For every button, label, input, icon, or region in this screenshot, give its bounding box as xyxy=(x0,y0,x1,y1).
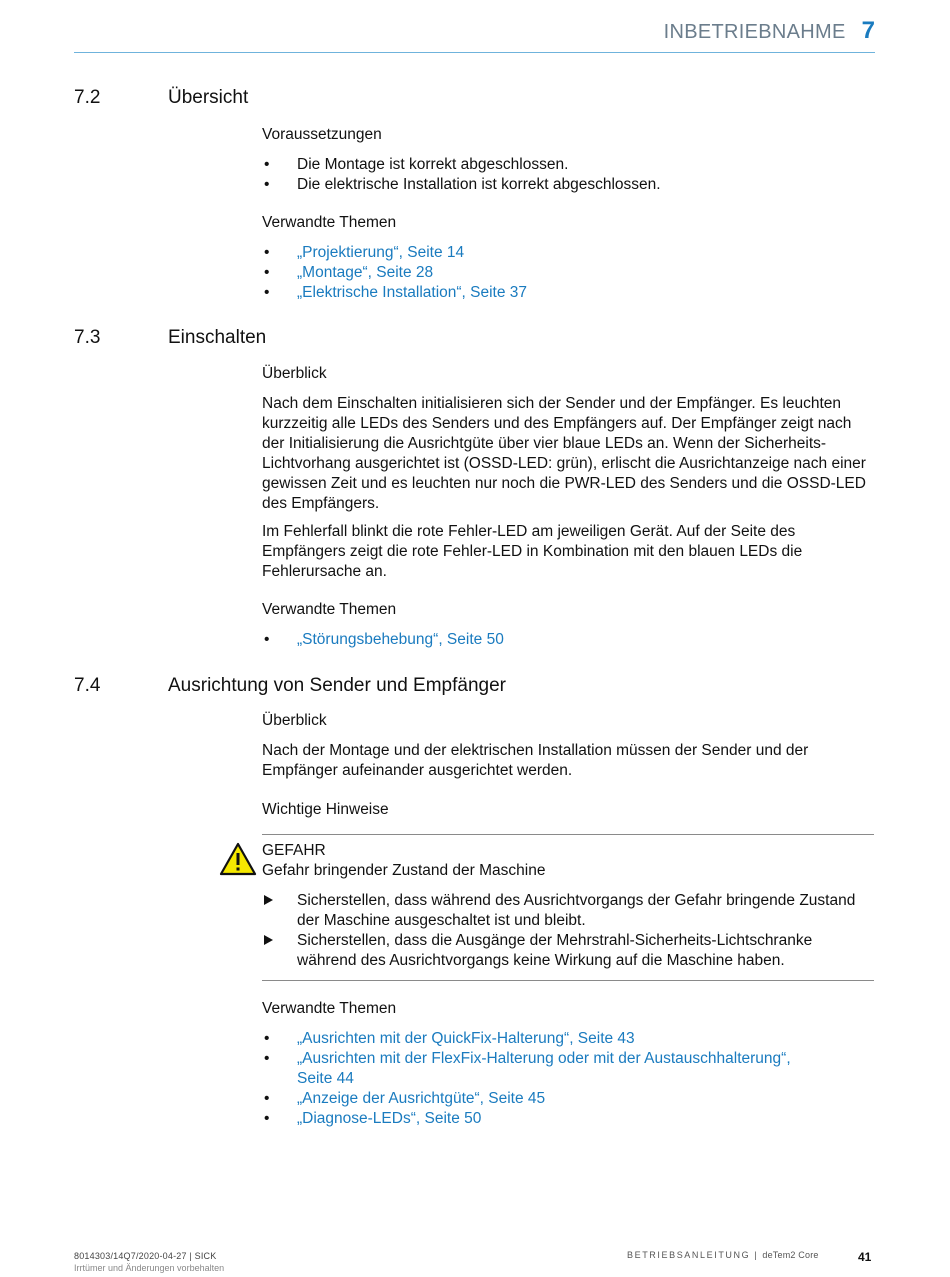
disclaimer: Irrtümer und Änderungen vorbehalten xyxy=(74,1263,225,1273)
related-link[interactable]: „Diagnose-LEDs“, Seite 50 xyxy=(297,1110,482,1127)
list-item: • „Störungsbehebung“, Seite 50 xyxy=(264,631,504,648)
chapter-number: 7 xyxy=(861,17,875,44)
section-title: Ausrichtung von Sender und Empfänger xyxy=(168,675,506,696)
danger-text: Gefahr bringender Zustand der Maschine xyxy=(262,862,546,879)
danger-box-top-rule xyxy=(262,834,874,835)
doc-type: BETRIEBSANLEITUNG xyxy=(627,1250,751,1260)
warning-triangle-icon xyxy=(219,842,257,876)
prerequisites-list xyxy=(262,155,661,195)
related-topics-heading: Verwandte Themen xyxy=(262,601,397,618)
list-item: • „Montage“, Seite 28 xyxy=(264,264,434,281)
list-item: • „Anzeige der Ausrichtgüte“, Seite 45 xyxy=(264,1090,546,1107)
list-item: • „Ausrichten mit der QuickFix-Halterung“, Seite 43 xyxy=(264,1030,635,1047)
header-divider xyxy=(74,52,875,53)
section-number: 7.4 xyxy=(74,675,101,696)
prerequisites-heading: Voraussetzungen xyxy=(262,126,382,143)
action-step: Sicherstellen, dass während des Ausrichtvorgangs der Gefahr bringende Zustand der Maschine ausgeschaltet ist und bleibt. xyxy=(262,891,874,931)
related-topics-heading: Verwandte Themen xyxy=(262,1000,397,1017)
product-name: deTem2 Core xyxy=(762,1250,819,1260)
related-topics-heading: Verwandte Themen xyxy=(262,214,397,231)
action-steps-list xyxy=(262,891,874,971)
chapter-title: INBETRIEBNAHME xyxy=(663,21,846,43)
list-item: • „Diagnose-LEDs“, Seite 50 xyxy=(264,1110,482,1127)
paragraph: Im Fehlerfall blinkt die rote Fehler-LED am jeweiligen Gerät. Auf der Seite des Empfängers zeigt die rote Fehler-LED in Kombination mit den blauen LEDs die Fehlerursache an. xyxy=(262,523,803,580)
related-link[interactable]: „Ausrichten mit der QuickFix-Halterung“, Seite 43 xyxy=(297,1030,635,1047)
related-link[interactable]: „Montage“, Seite 28 xyxy=(297,264,434,281)
list-item: • Die Montage ist korrekt abgeschlossen. xyxy=(264,156,569,173)
paragraph: Nach der Montage und der elektrischen Installation müssen der Sender und der Empfänger aufeinander ausgerichtet werden. xyxy=(262,742,809,779)
page-header xyxy=(664,17,875,45)
danger-box-bottom-rule xyxy=(262,980,874,981)
section-number: 7.2 xyxy=(74,87,101,108)
footer-doc-info: BETRIEBSANLEITUNG | deTem2 Core xyxy=(627,1250,819,1260)
related-link[interactable]: „Elektrische Installation“, Seite 37 xyxy=(297,284,528,301)
arrow-right-icon xyxy=(264,935,273,945)
related-topics-list xyxy=(262,630,504,650)
related-link[interactable]: „Störungsbehebung“, Seite 50 xyxy=(297,631,504,648)
related-link[interactable]: „Projektierung“, Seite 14 xyxy=(297,244,465,261)
section-number: 7.3 xyxy=(74,327,101,348)
action-step: Sicherstellen, dass die Ausgänge der Mehrstrahl-Sicherheits-Lichtschranke während des Ausrichtvorgangs keine Wirkung auf die Maschine haben. xyxy=(262,931,874,971)
footer-left xyxy=(74,1250,224,1274)
section-title: Einschalten xyxy=(168,327,267,348)
list-item: • „Elektrische Installation“, Seite 37 xyxy=(264,284,528,301)
list-item: • „Ausrichten mit der FlexFix-Halterung oder mit der Austauschhalterung“, Seite 44 xyxy=(264,1050,791,1087)
paragraph: Nach dem Einschalten initialisieren sich der Sender und der Empfänger. Es leuchten kurzzeitig alle LEDs des Senders und des Empfängers auf. Der Empfänger zeigt nach der Initialisierung die Ausrichtgüte über vier blaue LEDs an. Wenn der Sicherheits-Lichtvorhang ausgerichtet ist (OSSD-LED: grün), erlischt die Ausrichtanzeige nach einer gewissen Zeit und es leuchten nur noch die PWR-LED des Senders und die OSSD-LED des Empfängers. xyxy=(262,395,866,512)
overview-heading: Überblick xyxy=(262,712,327,729)
related-topics-list xyxy=(262,243,527,303)
overview-heading: Überblick xyxy=(262,365,327,382)
important-notes-heading: Wichtige Hinweise xyxy=(262,801,389,818)
related-topics-list xyxy=(262,1029,822,1129)
section-title: Übersicht xyxy=(168,87,249,108)
list-item: • Die elektrische Installation ist korrekt abgeschlossen. xyxy=(264,176,661,193)
doc-id: 8014303/14Q7/2020-04-27 | SICK xyxy=(74,1251,217,1261)
danger-title: GEFAHR xyxy=(262,842,326,859)
page-number: 41 xyxy=(858,1250,872,1264)
related-link[interactable]: „Ausrichten mit der FlexFix-Halterung oder mit der Austauschhalterung“, Seite 44 xyxy=(297,1050,791,1087)
list-item: • „Projektierung“, Seite 14 xyxy=(264,244,465,261)
related-link[interactable]: „Anzeige der Ausrichtgüte“, Seite 45 xyxy=(297,1090,546,1107)
arrow-right-icon xyxy=(264,895,273,905)
